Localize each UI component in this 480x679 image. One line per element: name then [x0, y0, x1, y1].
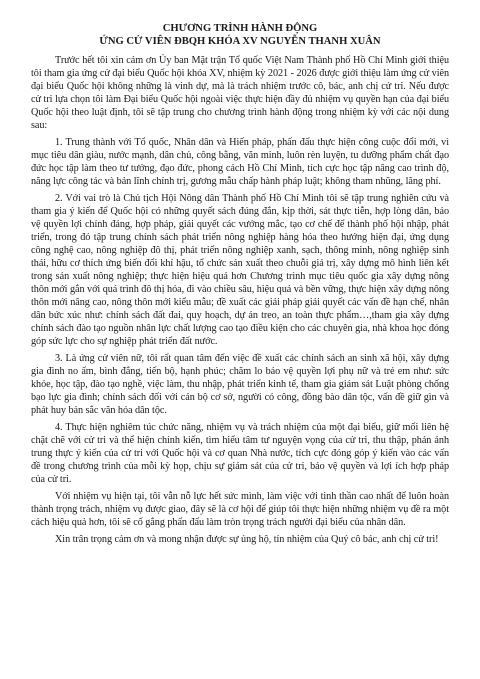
action-item-2: 2. Với vai trò là Chủ tịch Hội Nông dân Thành phố Hồ Chí Minh tôi sẽ tập trung nghiên cứu và tham gia ý kiến để Quốc hội có những quyết sách đúng đắn, kịp thời, sát thực tiễn, hợp lòng dân, bảo vệ quyền lợi chính đáng, hợp pháp, giải quyết các vướng mắc, tạo cơ chế để thành phố hội nhập, phát triển, trong đó tập trung chính sách phát triển nông nghiệp hàng hóa theo hướng hiện đại, ứng dụng công nghệ cao, nông nghiệp đô thị, phát triển nông nghiệp xanh, sạch, thông minh, nông nghiệp sinh thái, hữu cơ thích ứng biến đổi khí hậu, tổ chức sản xuất theo chuỗi giá trị, xây dựng mô hình liên kết trong sản xuất nông nghiệp; thực hiện hiệu quả hơn Chương trình mục tiêu quốc gia xây dựng nông thôn mới gắn với quá trình đô thị hóa, đi vào chiều sâu, hiệu quả và bền vững, thực hiện xây dựng nông thôn mới nâng cao, nông thôn mới kiểu mẫu; đề xuất các giải pháp giải quyết các vấn đề hạn chế, nhân dân bức xúc như: chính sách đất đai, quy hoạch, dự án treo, an toàn thực phẩm…,tham gia xây dựng chính sách đào tạo nguồn nhân lực chất lượng cao tạo điều kiện cho các chuyên gia, nhà khoa học đóng góp sức lực cho sự nghiệp phát triển đất nước.: [31, 193, 449, 347]
intro-paragraph: Trước hết tôi xin cảm ơn Ủy ban Mặt trận Tổ quốc Việt Nam Thành phố Hồ Chí Minh giới thiệu tôi tham gia ứng cử đại biểu Quốc hội khóa XV, nhiệm kỳ 2021 - 2026 được giới thiệu làm ứng cử viên đại biểu Quốc hội không những là vinh dự, mà là trách nhiệm trước cô, bác, anh chị cử tri. Nếu được cử tri lựa chọn tôi làm Đại biểu Quốc hội ngoài việc thực hiện đầy đủ nhiệm vụ quyền hạn của đại biểu Quốc hội theo luật định, tôi sẽ tập trung cho chương trình hành động trong nhiệm kỳ với các nội dung sau:: [31, 55, 449, 131]
closing-paragraph: Xin trân trọng cảm ơn và mong nhận được sự ủng hộ, tín nhiệm của Quý cô bác, anh chị cử tri!: [55, 534, 439, 545]
commitment-paragraph: Với nhiệm vụ hiện tại, tôi vẫn nỗ lực hết sức mình, làm việc với tinh thần cao nhất để luôn hoàn thành trọng trách, nhiệm vụ được giao, đây sẽ là cơ hội để giúp tôi thực hiện những nhiệm vụ đề ra một cách hiệu quả hơn, tôi sẽ cố gắng phấn đấu làm tròn trọng trách người đại biểu của nhân dân.: [31, 491, 449, 528]
action-item-1: 1. Trung thành với Tổ quốc, Nhân dân và Hiến pháp, phấn đấu thực hiện công cuộc đổi mới, vì mục tiêu dân giàu, nước mạnh, dân chủ, công bằng, văn minh, luôn rèn luyện, tu dưỡng phẩm chất đạo đức học tập làm theo tư tưởng, đạo đức, phong cách Hồ Chí Minh, tích cực học tập nâng cao trình độ, năng lực công tác và bản lĩnh chính trị, gương mẫu chấp hành pháp luật; không tham nhũng, lãng phí.: [31, 137, 449, 187]
document-title: CHƯƠNG TRÌNH HÀNH ĐỘNG: [162, 23, 318, 34]
document-subtitle: ỨNG CỬ VIÊN ĐBQH KHÓA XV NGUYỄN THANH XUÂN: [99, 36, 381, 47]
action-item-4: 4. Thực hiện nghiêm túc chức năng, nhiệm vụ và trách nhiệm của một đại biểu, giữ mối liên hệ chặt chẽ với cử tri và thể hiện chính kiến, tìm hiểu tâm tư nguyện vọng của cử tri, thu thập, phản ánh trung thực ý kiến của cử tri với Quốc hội và cơ quan Nhà nước, tích cực đóng góp ý kiến vào các vấn đề trong chương trình của mỗi kỳ họp, chịu sự giám sát của cử tri, bảo vệ quyền và lợi ích hợp pháp của cử tri.: [31, 422, 449, 485]
action-item-3: 3. Là ứng cử viên nữ, tôi rất quan tâm đến việc đề xuất các chính sách an sinh xã hội, xây dựng gia đình no ấm, bình đẳng, tiến bộ, hạnh phúc; chăm lo bảo vệ quyền lợi phụ nữ và trẻ em như: sức khỏe, học tập, đào tạo nghề, việc làm, thu nhập, phát triển kinh tế, tham gia giám sát Luật phòng chống bạo lực gia đình; chính sách đối với cán bộ cơ sở, người có công, đồng bào dân tộc, vấn đề giữ gìn và phát huy bản sắc văn hóa dân tộc.: [31, 353, 449, 416]
